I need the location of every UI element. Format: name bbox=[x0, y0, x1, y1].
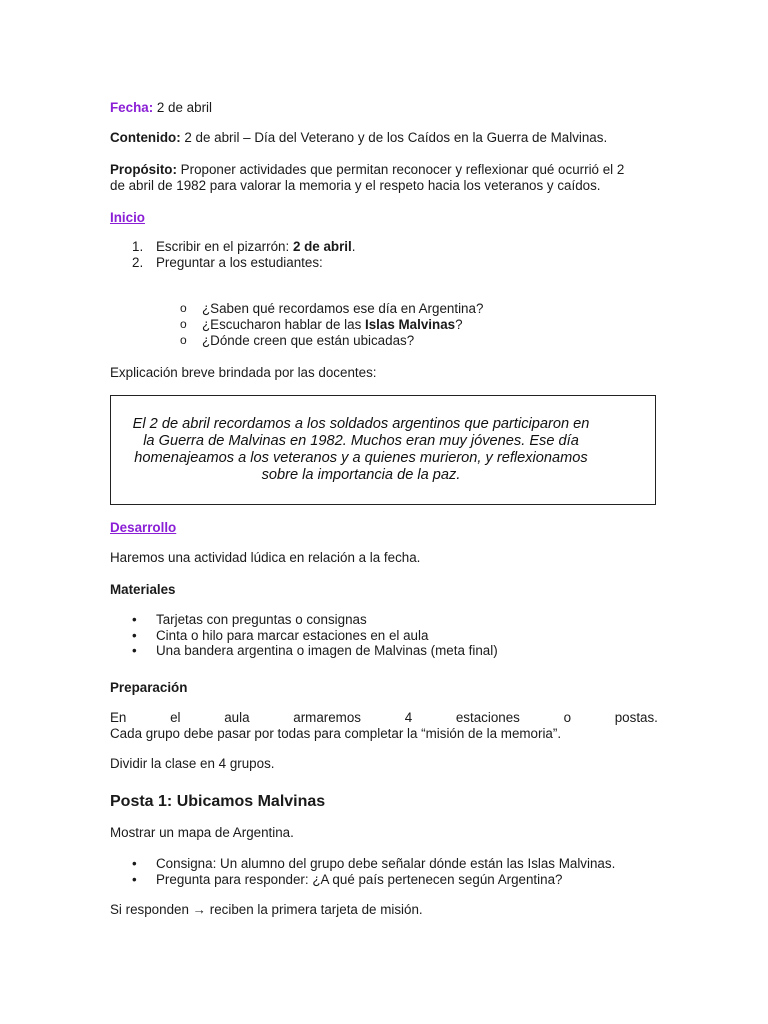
bullet-icon: • bbox=[132, 628, 137, 643]
preparacion-heading-text: Preparación bbox=[110, 680, 188, 695]
preparacion-word: postas. bbox=[614, 710, 658, 725]
bullet-icon: • bbox=[132, 612, 137, 627]
preparacion-heading bbox=[110, 680, 187, 695]
question-2-text: ¿Escucharon hablar de las Islas Malvinas? bbox=[202, 317, 463, 332]
desarrollo-heading bbox=[110, 520, 176, 535]
contenido-line bbox=[110, 130, 607, 145]
bullet-icon: • bbox=[132, 872, 137, 887]
fecha-value: 2 de abril bbox=[153, 100, 212, 115]
preparacion-word: En bbox=[110, 710, 127, 725]
preparacion-word: armaremos bbox=[293, 710, 361, 725]
preparacion-line-2 bbox=[110, 726, 561, 741]
proposito-text-2: de abril de 1982 para valorar la memoria y el respeto hacia los veteranos y caídos. bbox=[110, 178, 601, 193]
posta-1-heading bbox=[110, 793, 325, 811]
proposito-line-2 bbox=[110, 178, 601, 193]
step-2-number: 2. bbox=[132, 255, 144, 270]
posta-1-item-2 bbox=[110, 872, 658, 890]
material-item-1-text: Tarjetas con preguntas o consignas bbox=[156, 612, 367, 627]
fecha-label: Fecha: bbox=[110, 100, 154, 115]
posta-1-intro-text: Mostrar un mapa de Argentina. bbox=[110, 825, 294, 840]
preparacion-line-1 bbox=[110, 710, 658, 725]
quote-text bbox=[111, 416, 611, 484]
posta-1-result bbox=[110, 902, 423, 917]
posta-1-heading-text: Posta 1: Ubicamos Malvinas bbox=[110, 793, 326, 810]
proposito-line-1 bbox=[110, 162, 624, 177]
quote-line-1: El 2 de abril recordamos a los soldados argentinos que participaron en bbox=[132, 416, 590, 432]
bullet-icon: • bbox=[132, 643, 137, 658]
quote-box bbox=[110, 395, 656, 505]
dividir-text: Dividir la clase en 4 grupos. bbox=[110, 756, 275, 771]
question-3-text: ¿Dónde creen que están ubicadas? bbox=[202, 333, 415, 348]
posta-1-result-a: Si responden bbox=[110, 902, 193, 917]
quote-line-4: sobre la importancia de la paz. bbox=[261, 467, 461, 483]
fecha-line bbox=[110, 100, 212, 115]
question-1-text: ¿Saben qué recordamos ese día en Argentina? bbox=[202, 301, 484, 316]
posta-1-result-b: reciben la primera tarjeta de misión. bbox=[206, 902, 423, 917]
proposito-label: Propósito: bbox=[110, 162, 177, 177]
preparacion-word: 4 bbox=[404, 710, 413, 725]
contenido-label: Contenido: bbox=[110, 130, 181, 145]
materiales-heading bbox=[110, 582, 176, 597]
posta-1-item-1-text: Consigna: Un alumno del grupo debe señalar dónde están las Islas Malvinas. bbox=[156, 856, 616, 871]
inicio-heading bbox=[110, 210, 145, 225]
materiales-heading-text: Materiales bbox=[110, 582, 176, 597]
inicio-heading-text: Inicio bbox=[110, 210, 145, 225]
desarrollo-intro bbox=[110, 550, 420, 565]
desarrollo-intro-text: Haremos una actividad lúdica en relación a la fecha. bbox=[110, 550, 421, 565]
preparacion-word: aula bbox=[224, 710, 250, 725]
quote-line-2: la Guerra de Malvinas en 1982. Muchos eran muy jóvenes. Ese día bbox=[143, 433, 579, 449]
question-3 bbox=[110, 333, 658, 351]
proposito-text-1: Proponer actividades que permitan reconocer y reflexionar qué ocurrió el 2 bbox=[176, 162, 625, 177]
preparacion-word: el bbox=[170, 710, 181, 725]
material-item-3 bbox=[110, 643, 658, 661]
step-1-text: Escribir en el pizarrón: 2 de abril. bbox=[156, 239, 356, 254]
step-2 bbox=[110, 255, 658, 273]
hollow-bullet-icon: o bbox=[180, 333, 187, 347]
quote-line-3: homenajeamos a los veteranos y a quienes murieron, y reflexionamos bbox=[134, 450, 588, 466]
desarrollo-heading-text: Desarrollo bbox=[110, 520, 177, 535]
contenido-value: 2 de abril – Día del Veterano y de los Caídos en la Guerra de Malvinas. bbox=[180, 130, 608, 145]
preparacion-word: estaciones bbox=[455, 710, 520, 725]
explicacion-text: Explicación breve brindada por las docentes: bbox=[110, 365, 377, 380]
material-item-2-text: Cinta o hilo para marcar estaciones en el aula bbox=[156, 628, 429, 643]
explicacion-line bbox=[110, 365, 377, 380]
posta-1-intro bbox=[110, 825, 294, 840]
arrow-right-icon: → bbox=[192, 902, 207, 917]
posta-1-item-2-text: Pregunta para responder: ¿A qué país pertenecen según Argentina? bbox=[156, 872, 563, 887]
material-item-3-text: Una bandera argentina o imagen de Malvinas (meta final) bbox=[156, 643, 498, 658]
bullet-icon: • bbox=[132, 856, 137, 871]
step-2-text: Preguntar a los estudiantes: bbox=[156, 255, 323, 270]
step-1-number: 1. bbox=[132, 239, 144, 254]
dividir-line bbox=[110, 756, 275, 771]
preparacion-line-2-text: Cada grupo debe pasar por todas para completar la “misión de la memoria”. bbox=[110, 726, 562, 741]
preparacion-word: o bbox=[563, 710, 572, 725]
hollow-bullet-icon: o bbox=[180, 301, 187, 315]
hollow-bullet-icon: o bbox=[180, 317, 187, 331]
